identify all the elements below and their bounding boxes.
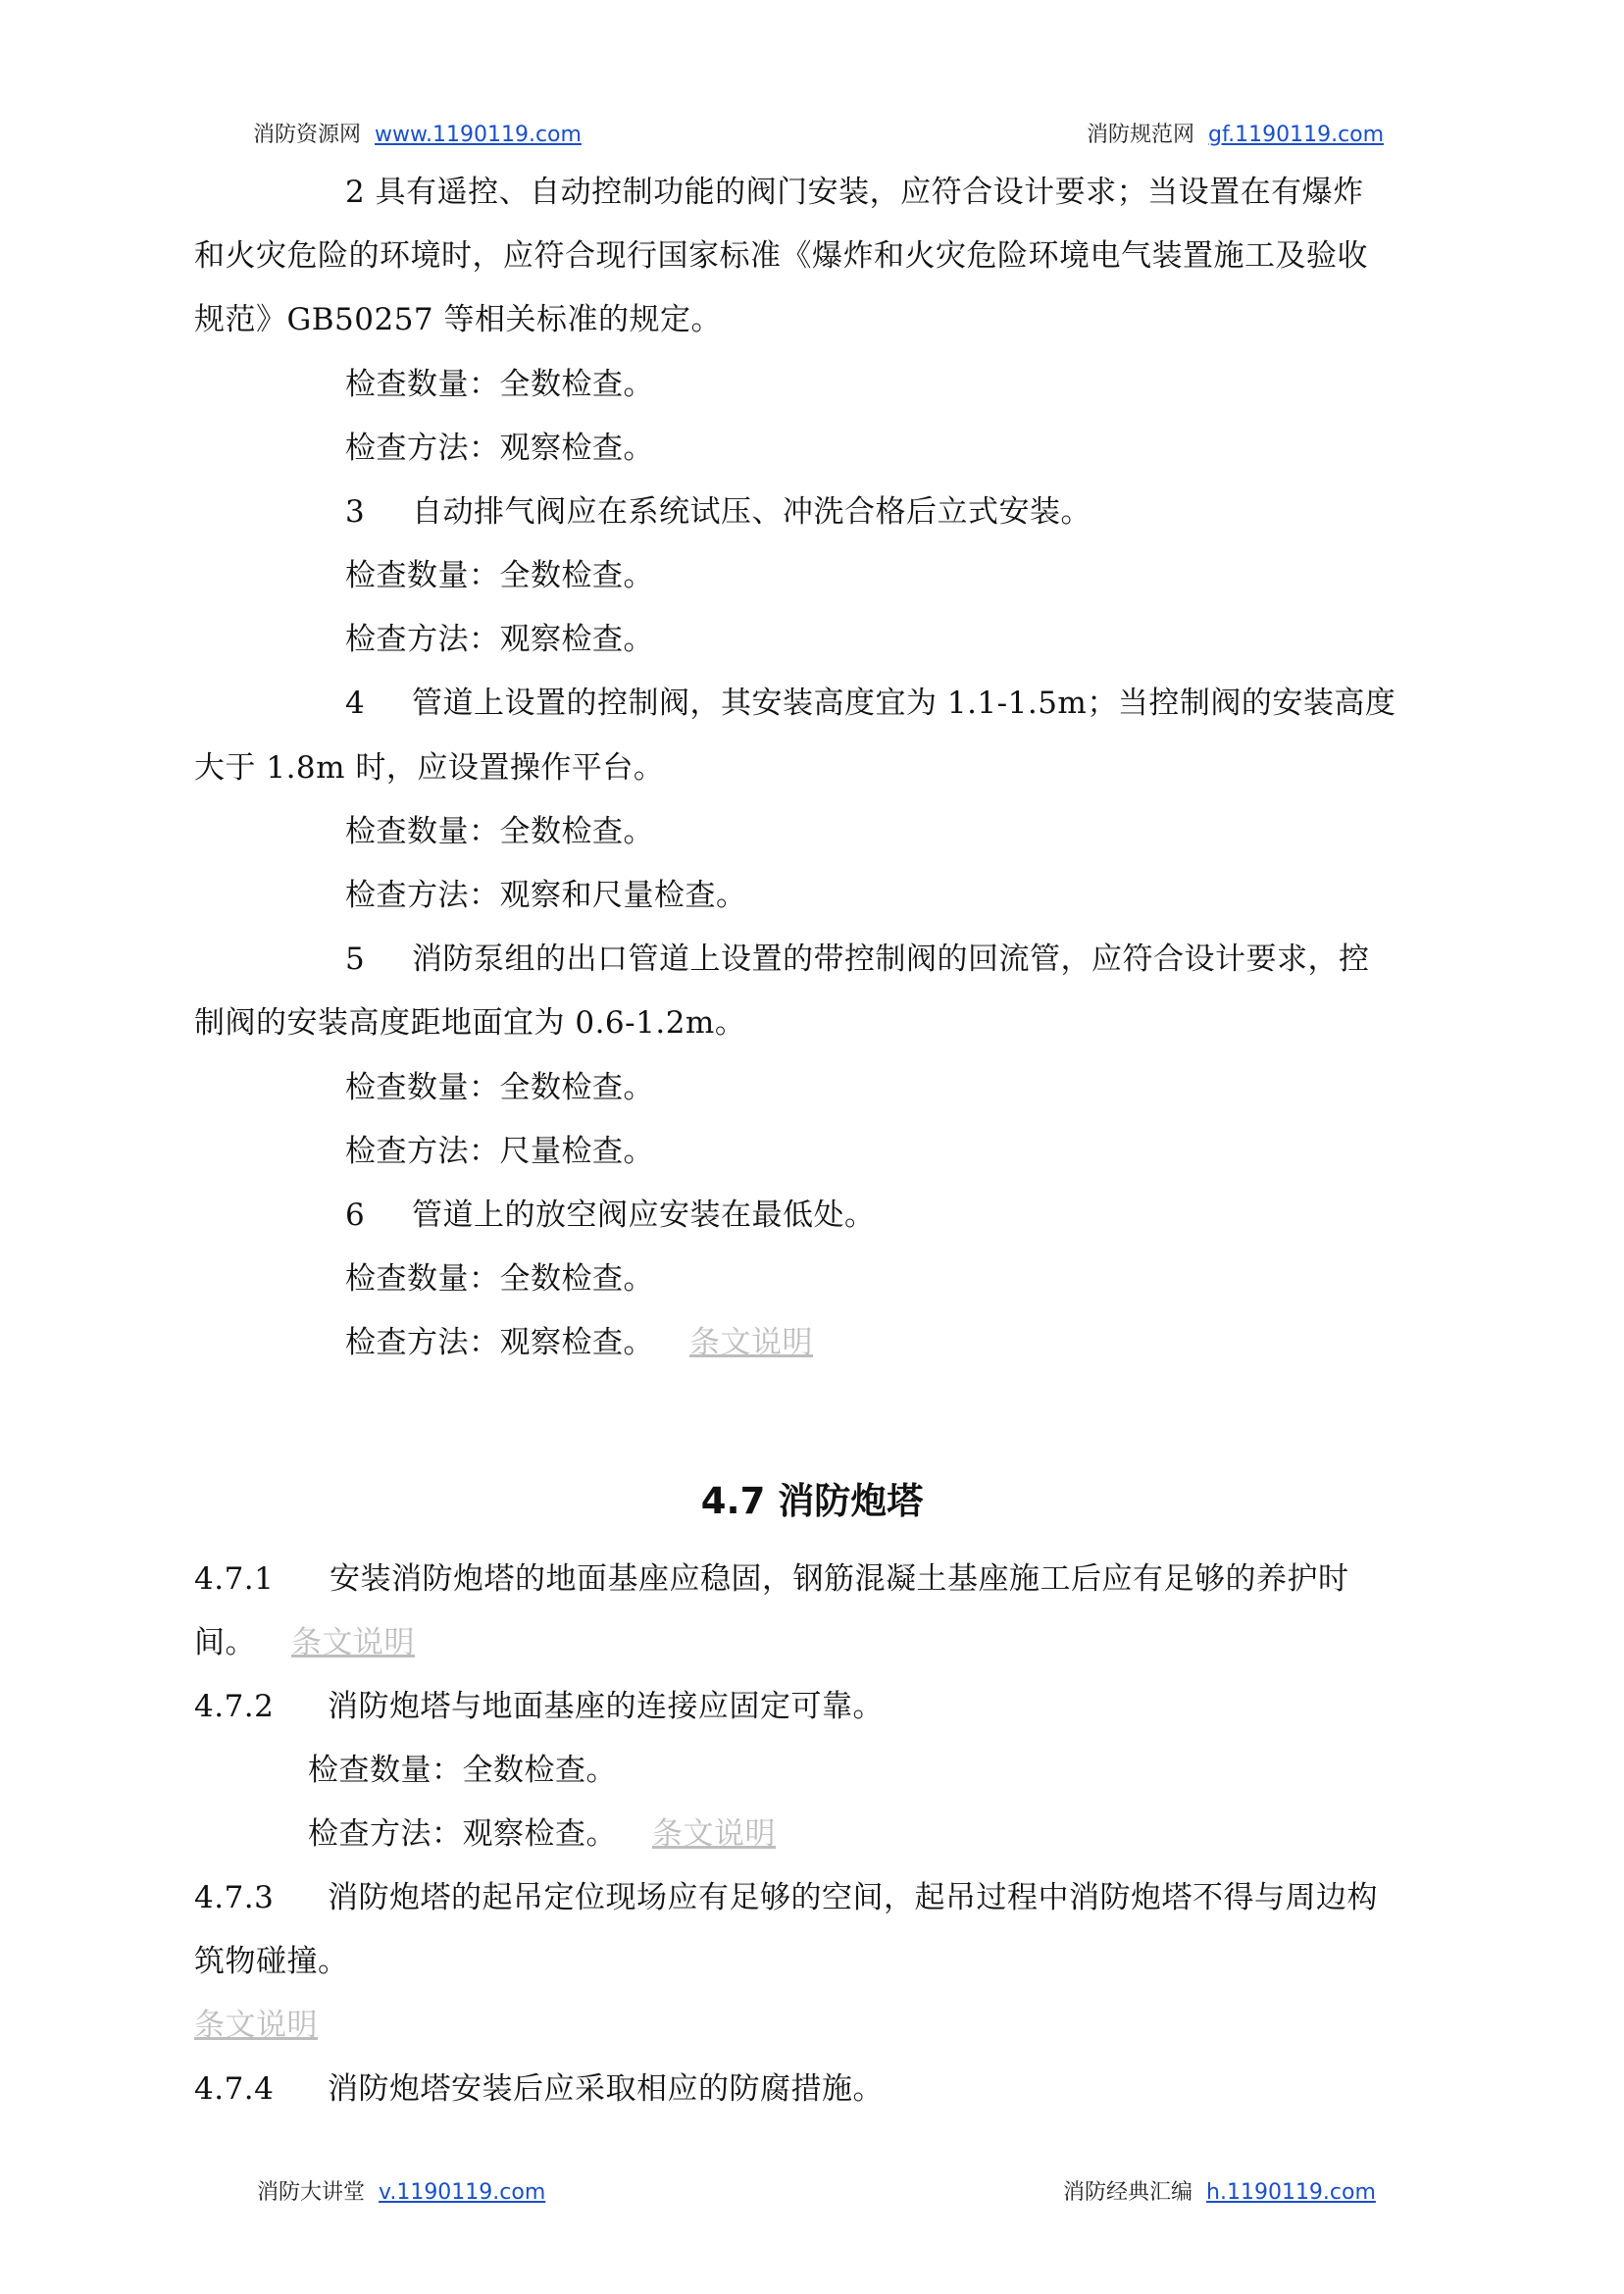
clause-4-7-2-number: 4.7.2 (194, 1689, 275, 1724)
clause-4-7-2-line (194, 1687, 884, 1726)
clause-4-7-4-line (194, 2069, 884, 2109)
footer-classic-link[interactable]: h.1190119.com (1206, 2180, 1376, 2205)
item-5-text: 消防泵组的出口管道上设置的带控制阀的回流管，应符合设计要求，控 (412, 942, 1370, 977)
item-4-line-1 (345, 684, 1396, 723)
header-site-link[interactable]: www.1190119.com (375, 123, 582, 147)
explanation-link[interactable]: 条文说明 (689, 1325, 813, 1360)
item-2-check-method: 检查方法：观察检查。 (345, 431, 654, 466)
item-3-check-method: 检查方法：观察检查。 (345, 622, 654, 657)
item-5-check-quantity: 检查数量：全数检查。 (345, 1070, 654, 1105)
header-spec-name: 消防规范网 (1087, 123, 1195, 147)
item-3-text: 自动排气阀应在系统试压、冲洗合格后立式安装。 (412, 494, 1091, 530)
item-6-line (345, 1196, 876, 1235)
item-2-line-2: 和火灾危险的环境时，应符合现行国家标准《爆炸和火灾危险环境电气装置施工及验收 (194, 238, 1368, 274)
explanation-link[interactable]: 条文说明 (194, 2008, 318, 2043)
clause-4-7-1-number: 4.7.1 (194, 1561, 275, 1597)
section-title: 4.7 消防炮塔 (700, 1480, 924, 1522)
page-footer-left (257, 2175, 545, 2206)
item-2-line-1: 2 具有遥控、自动控制功能的阀门安装，应符合设计要求；当设置在有爆炸 (345, 175, 1364, 210)
page-footer-right (1063, 2175, 1376, 2206)
page-header-right (1087, 118, 1384, 148)
header-site-name: 消防资源网 (253, 123, 362, 147)
item-3-number: 3 (345, 494, 366, 530)
item-5-check-method: 检查方法：尺量检查。 (345, 1134, 654, 1169)
footer-classic-name: 消防经典汇编 (1063, 2180, 1193, 2205)
clause-4-7-3-explanation-line (194, 2006, 318, 2045)
clause-4-7-1-text: 安装消防炮塔的地面基座应稳固，钢筋混凝土基座施工后应有足够的养护时 (330, 1561, 1349, 1597)
item-6-number: 6 (345, 1198, 366, 1233)
clause-4-7-1-line-2 (194, 1623, 415, 1662)
item-5-line-1 (345, 940, 1370, 979)
header-spec-link[interactable]: gf.1190119.com (1208, 123, 1385, 147)
clause-4-7-3-number: 4.7.3 (194, 1880, 275, 1915)
item-4-line-2: 大于 1.8m 时，应设置操作平台。 (194, 750, 665, 786)
item-4-text: 管道上设置的控制阀，其安装高度宜为 1.1-1.5m；当控制阀的安装高度 (412, 686, 1396, 721)
item-4-check-quantity: 检查数量：全数检查。 (345, 814, 654, 849)
item-6-check-quantity: 检查数量：全数检查。 (345, 1261, 654, 1297)
explanation-link[interactable]: 条文说明 (652, 1816, 776, 1852)
footer-lecture-name: 消防大讲堂 (257, 2180, 366, 2205)
item-5-number: 5 (345, 942, 366, 977)
item-3-line (345, 492, 1091, 532)
clause-4-7-2-text: 消防炮塔与地面基座的连接应固定可靠。 (328, 1689, 884, 1724)
clause-4-7-1-line-1 (194, 1559, 1349, 1599)
clause-4-7-4-number: 4.7.4 (194, 2071, 275, 2107)
item-6-check-method (345, 1323, 813, 1362)
clause-4-7-3-line-2: 筑物碰撞。 (194, 1944, 349, 1979)
explanation-link[interactable]: 条文说明 (291, 1625, 415, 1660)
page-header-left (253, 118, 582, 148)
item-5-line-2: 制阀的安装高度距地面宜为 0.6-1.2m。 (194, 1005, 746, 1041)
clause-4-7-3-text: 消防炮塔的起吊定位现场应有足够的空间，起吊过程中消防炮塔不得与周边构 (328, 1880, 1378, 1915)
item-6-method-text: 检查方法：观察检查。 (345, 1325, 654, 1360)
item-6-text: 管道上的放空阀应安装在最低处。 (412, 1198, 876, 1233)
clause-4-7-2-check-quantity: 检查数量：全数检查。 (308, 1753, 617, 1788)
clause-4-7-3-line-1 (194, 1878, 1378, 1917)
item-3-check-quantity: 检查数量：全数检查。 (345, 558, 654, 593)
clause-4-7-2-method-text: 检查方法：观察检查。 (308, 1816, 617, 1852)
clause-4-7-1-text-end: 间。 (194, 1625, 256, 1660)
clause-4-7-4-text: 消防炮塔安装后应采取相应的防腐措施。 (328, 2071, 884, 2107)
item-2-check-quantity: 检查数量：全数检查。 (345, 367, 654, 402)
clause-4-7-2-check-method (308, 1814, 776, 1854)
item-2-line-3: 规范》GB50257 等相关标准的规定。 (194, 302, 723, 337)
item-4-check-method: 检查方法：观察和尺量检查。 (345, 878, 747, 913)
item-4-number: 4 (345, 686, 366, 721)
footer-lecture-link[interactable]: v.1190119.com (379, 2180, 546, 2205)
